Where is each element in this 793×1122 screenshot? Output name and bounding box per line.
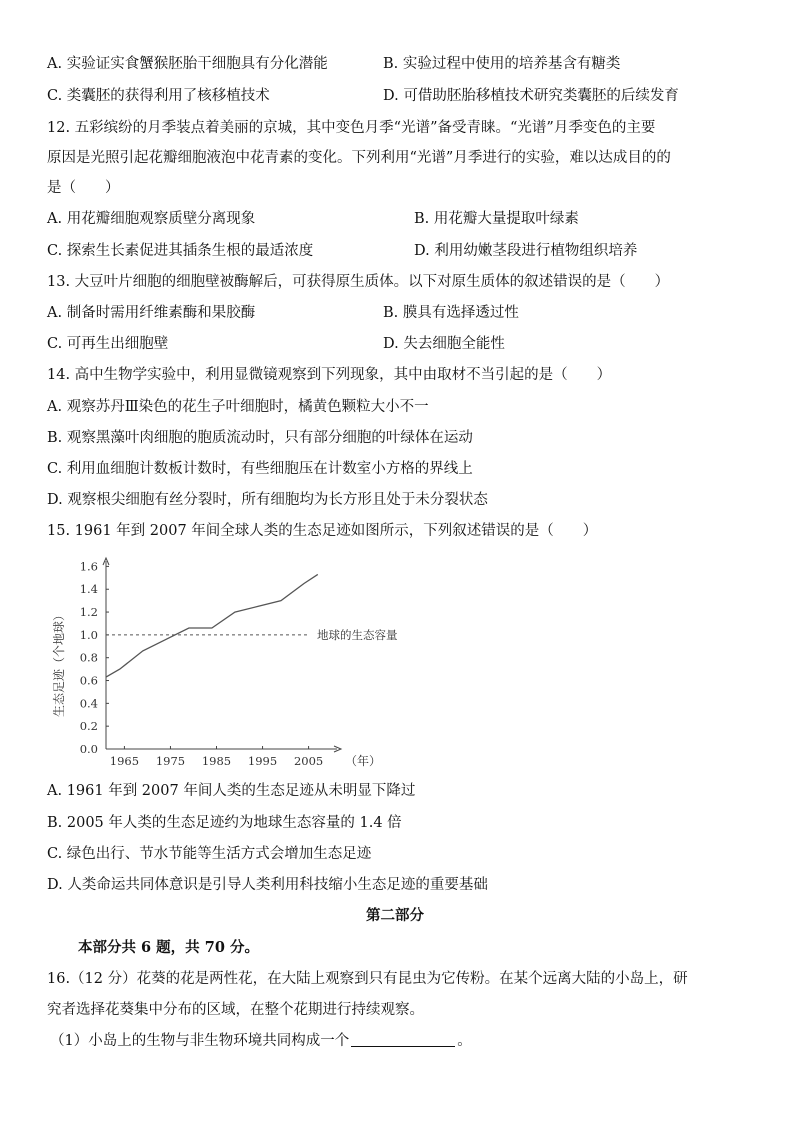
q16-sub1-prefix: （1）小岛上的生物与非生物环境共同构成一个 — [50, 1033, 350, 1049]
q12-option-d: D. 利用幼嫩茎段进行植物组织培养 — [414, 243, 638, 259]
q16-sub1-suffix: 。 — [457, 1033, 472, 1049]
y-tick-label: 0.6 — [79, 673, 98, 688]
capacity-label: 地球的生态容量 — [317, 627, 398, 642]
part2-intro: 本部分共 6 题，共 70 分。 — [78, 939, 259, 956]
q13-option-a: A. 制备时需用纤维素酶和果胶酶 — [47, 305, 256, 321]
ecological-footprint-chart — [47, 555, 427, 773]
y-tick-label: 0.2 — [79, 719, 98, 734]
y-tick-label: 1.4 — [79, 582, 98, 597]
q14-option-a: A. 观察苏丹Ⅲ染色的花生子叶细胞时，橘黄色颗粒大小不一 — [47, 399, 429, 415]
y-tick-label: 0.8 — [79, 650, 98, 665]
q15-option-b: B. 2005 年人类的生态足迹约为地球生态容量的 1.4 倍 — [47, 815, 402, 831]
capacity-reference — [106, 628, 398, 642]
q12-stem-line3: 是（ ） — [47, 180, 120, 196]
q12-option-a: A. 用花瓣细胞观察质壁分离现象 — [47, 211, 256, 227]
x-tick-label: 1975 — [155, 754, 186, 768]
x-tick-label: 1995 — [247, 754, 278, 768]
y-tick-label: 0.4 — [79, 696, 98, 711]
q12-option-c: C. 探索生长素促进其插条生根的最适浓度 — [47, 243, 314, 259]
q13-option-b: B. 膜具有选择透过性 — [383, 305, 519, 321]
chart-x-label: （年） — [345, 754, 382, 768]
q15-option-c: C. 绿色出行、节水节能等生活方式会增加生态足迹 — [47, 846, 372, 862]
q15-stem: 15. 1961 年到 2007 年间全球人类的生态足迹如图所示，下列叙述错误的是（ ） — [47, 523, 598, 539]
q11-option-d: D. 可借助胚胎移植技术研究类囊胚的后续发育 — [383, 88, 679, 104]
q11-option-b: B. 实验过程中使用的培养基含有糖类 — [383, 56, 621, 72]
q13-option-c: C. 可再生出细胞壁 — [47, 336, 169, 352]
y-tick-label: 1.0 — [79, 627, 98, 642]
q14-option-c: C. 利用血细胞计数板计数时，有些细胞压在计数室小方格的界线上 — [47, 461, 473, 477]
q16-sub1-answer-blank — [351, 1032, 455, 1047]
q11-option-c: C. 类囊胚的获得利用了核移植技术 — [47, 88, 270, 104]
x-tick-labels — [110, 754, 323, 768]
x-tick-label: 1965 — [109, 754, 140, 768]
q11-option-a: A. 实验证实食蟹猴胚胎干细胞具有分化潜能 — [47, 56, 328, 72]
q16-sub1 — [50, 1031, 472, 1051]
q12-stem-line2: 原因是光照引起花瓣细胞液泡中花青素的变化。下列利用“光谱”月季进行的实验，难以达成目的的 — [47, 150, 671, 166]
y-tick-label: 1.2 — [79, 605, 98, 620]
chart-y-label: 生态足迹（个地球） — [52, 608, 66, 718]
q13-stem: 13. 大豆叶片细胞的细胞壁被酶解后，可获得原生质体。以下对原生质体的叙述错误的是（ ） — [47, 274, 670, 290]
q14-option-d: D. 观察根尖细胞有丝分裂时，所有细胞均为长方形且处于未分裂状态 — [47, 492, 488, 508]
y-tick-label: 1.6 — [79, 559, 98, 574]
q14-option-b: B. 观察黑藻叶肉细胞的胞质流动时，只有部分细胞的叶绿体在运动 — [47, 430, 473, 446]
chart-axes — [103, 558, 341, 752]
q15-option-a: A. 1961 年到 2007 年间人类的生态足迹从未明显下降过 — [47, 783, 416, 799]
chart-series — [106, 574, 318, 677]
q12-stem-line1: 12. 五彩缤纷的月季装点着美丽的京城，其中变色月季“光谱”备受青睐。“光谱”月季变色的主要 — [47, 120, 656, 136]
part2-title: 第二部分 — [366, 907, 424, 924]
x-tick-label: 1985 — [201, 754, 232, 768]
q12-option-b: B. 用花瓣大量提取叶绿素 — [414, 211, 579, 227]
q15-option-d: D. 人类命运共同体意识是引导人类利用科技缩小生态足迹的重要基础 — [47, 877, 488, 893]
y-tick-labels — [80, 559, 98, 756]
y-tick-label: 0.0 — [79, 742, 98, 756]
q16-stem-line1: 16.（12 分）花葵的花是两性花，在大陆上观察到只有昆虫为它传粉。在某个远离大陆的小岛上，研 — [47, 971, 688, 987]
q14-stem: 14. 高中生物学实验中，利用显微镜观察到下列现象，其中由取材不当引起的是（ ） — [47, 367, 612, 383]
x-tick-label: 2005 — [293, 754, 324, 768]
q13-option-d: D. 失去细胞全能性 — [383, 336, 505, 352]
q16-stem-line2: 究者选择花葵集中分布的区域，在整个花期进行持续观察。 — [47, 1002, 424, 1018]
footprint-line — [106, 574, 318, 677]
